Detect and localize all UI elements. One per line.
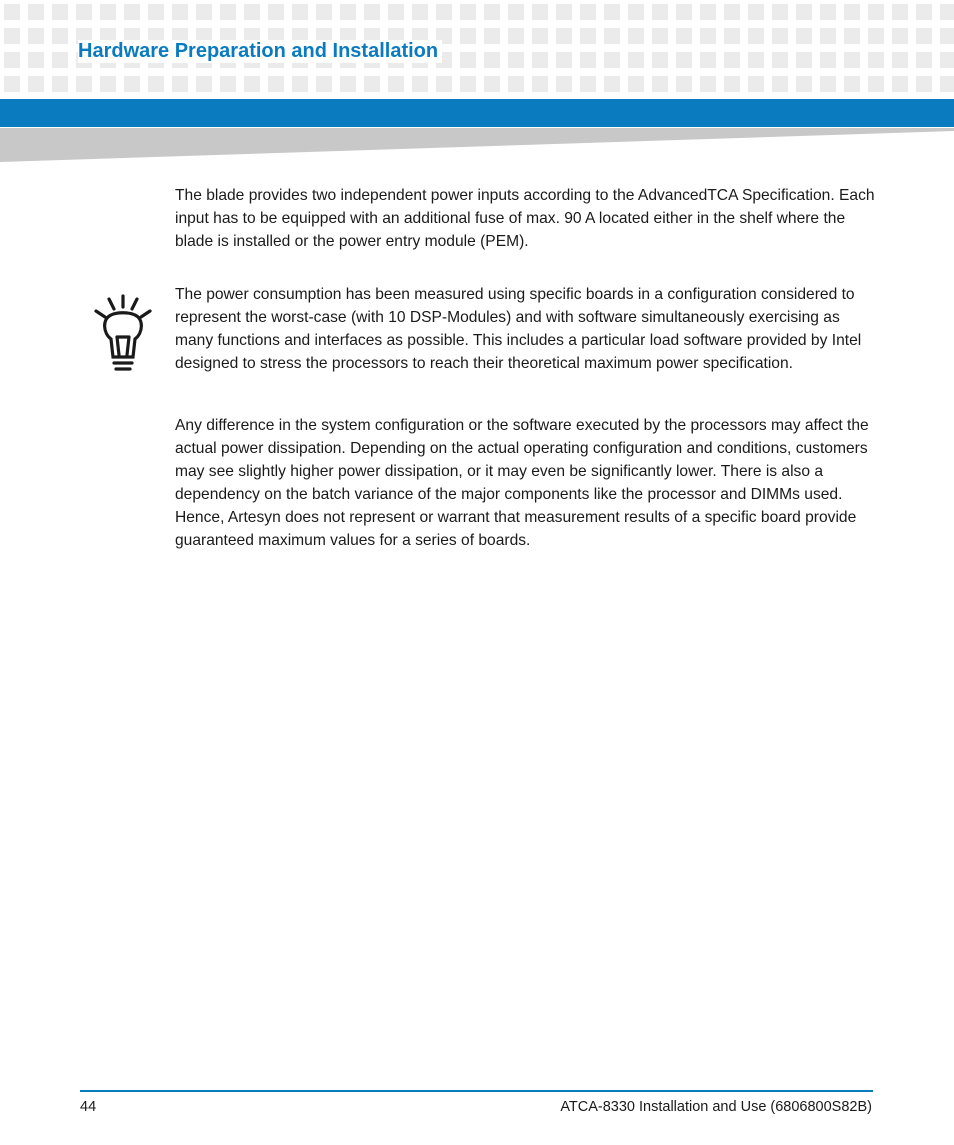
document-id: ATCA-8330 Installation and Use (6806800S82B)	[560, 1099, 872, 1115]
paragraph-power-dissipation-disclaimer: Any difference in the system configuration or the software executed by the processors may affect the actual power dissipation. Depending on the actual operating configuration and conditions, customers may see slightly higher power dissipation, or it may even be significantly lower. There is also a dependency on the batch variance of the major components like the processor and DIMMs used. Hence, Artesyn does not represent or warrant that measurement results of a specific board provide guaranteed maximum values for a series of boards.	[175, 417, 869, 549]
page-number: 44	[80, 1099, 97, 1115]
page-header-title: Hardware Preparation and Installation	[78, 40, 442, 63]
header-grey-swoosh	[0, 128, 954, 164]
paragraph-power-inputs: The blade provides two independent power inputs according to the AdvancedTCA Specification. Each input has to be equipped with an additional fuse of max. 90 A located either in the shelf where the blade is installed or the power entry module (PEM).	[175, 187, 875, 250]
paragraph-power-measurement-note: The power consumption has been measured using specific boards in a configuration considered to represent the worst-case (with 10 DSP-Modules) and with software simultaneously exercising as many functions and interfaces as possible. This includes a particular load software provided by Intel designed to stress the processors to reach their theoretical maximum power specification.	[175, 286, 862, 372]
lightbulb-icon	[93, 293, 155, 375]
header-blue-bar	[0, 99, 954, 127]
footer-rule	[80, 1090, 873, 1092]
